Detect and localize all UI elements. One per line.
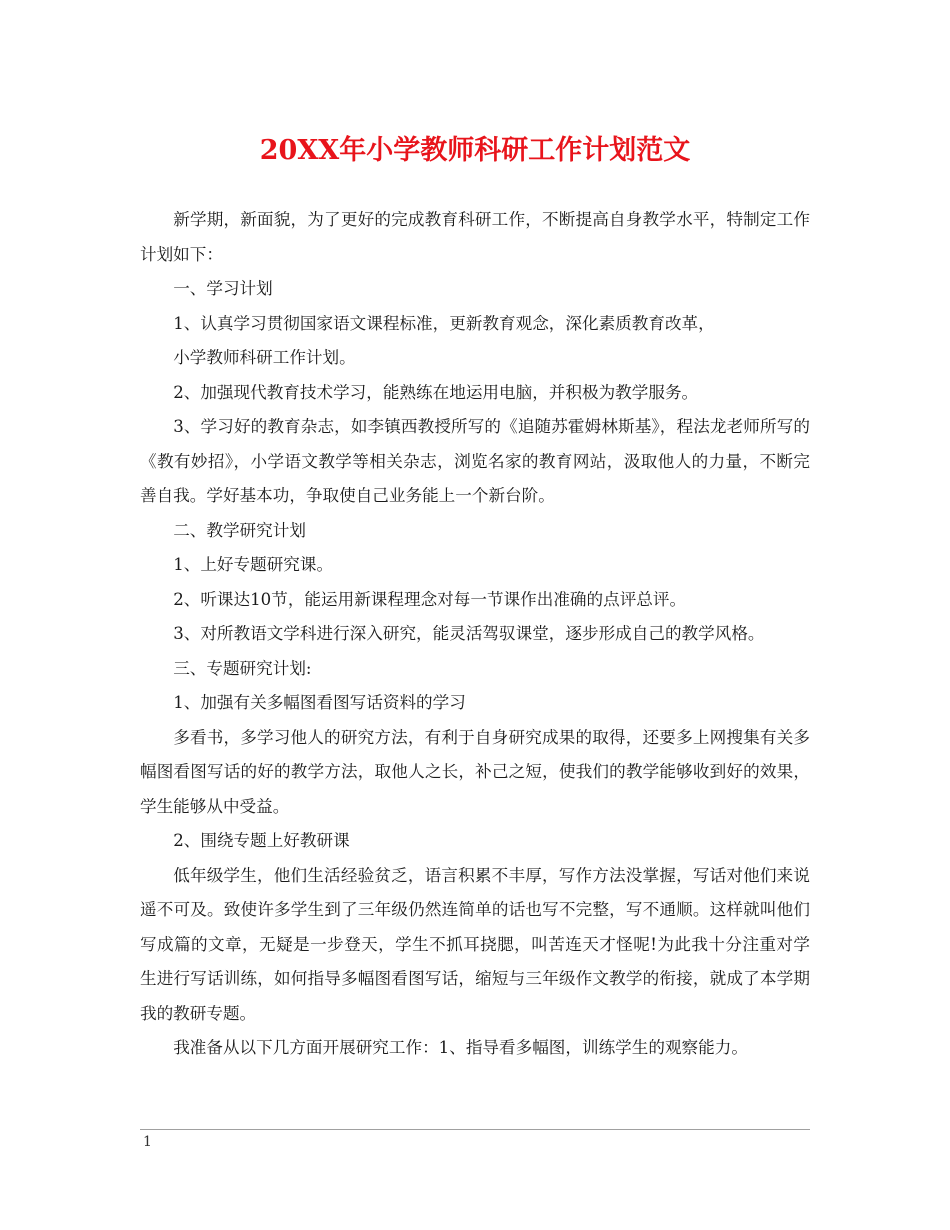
paragraph: 2、围绕专题上好教研课	[173, 831, 350, 850]
paragraph: 1、认真学习贯彻国家语文课程标准，更新教育观念，深化素质教育改革，	[173, 313, 715, 333]
page-number: 1	[143, 1134, 152, 1150]
paragraph: 我准备从以下几方面开展研究工作：1、指导看多幅图，训练学生的观察能力。	[173, 1038, 748, 1057]
paragraph: 低年级学生，他们生活经验贫乏，语言积累不丰厚，写作方法没掌握，写话对他们来说遥不可及。致使许多学生到了三年级仍然连简单的话也写不完整，写不通顺。这样就叫他们写成篇的文章，无疑是一步登天，学生不抓耳挠腮，叫苦连天才怪呢!为此我十分注重对学生进行写话训练，如何指导多幅图看图写话，缩短与三年级作文教学的衔接，就成了本学期我的教研专题。	[140, 865, 810, 1023]
section-heading: 三、专题研究计划:	[173, 658, 312, 678]
section-heading: 二、教学研究计划	[173, 520, 306, 540]
section-heading: 一、学习计划	[173, 279, 273, 298]
document-body	[140, 203, 810, 1066]
paragraph: 3、对所教语文学科进行深入研究，能灵活驾驭课堂，逐步形成自己的教学风格。	[173, 624, 765, 643]
paragraph: 多看书，多学习他人的研究方法，有利于自身研究成果的取得，还要多上网搜集有关多幅图看图写话的好的教学方法，取他人之长，补己之短，使我们的教学能够收到好的效果，学生能够从中受益。	[140, 727, 810, 816]
paragraph: 新学期，新面貌，为了更好的完成教育科研工作，不断提高自身教学水平，特制定工作计划如下：	[140, 210, 810, 264]
paragraph: 1、上好专题研究课。	[173, 555, 334, 574]
paragraph: 小学教师科研工作计划。	[173, 348, 356, 367]
paragraph: 2、加强现代教育技术学习，能熟练在地运用电脑，并积极为教学服务。	[173, 382, 699, 402]
paragraph: 3、学习好的教育杂志，如李镇西教授所写的《追随苏霍姆林斯基》，程法龙老师所写的《教有妙招》，小学语文教学等相关杂志，浏览名家的教育网站，汲取他人的力量，不断完善自我。学好基本功，争取使自己业务能上一个新台阶。	[140, 417, 810, 505]
document-title: 20XX年小学教师科研工作计划范文	[259, 135, 691, 166]
footer-divider	[140, 1129, 810, 1130]
paragraph: 1、加强有关多幅图看图写话资料的学习	[173, 693, 466, 712]
paragraph: 2、听课达10节，能运用新课程理念对每一节课作出准确的点评总评。	[173, 589, 687, 609]
